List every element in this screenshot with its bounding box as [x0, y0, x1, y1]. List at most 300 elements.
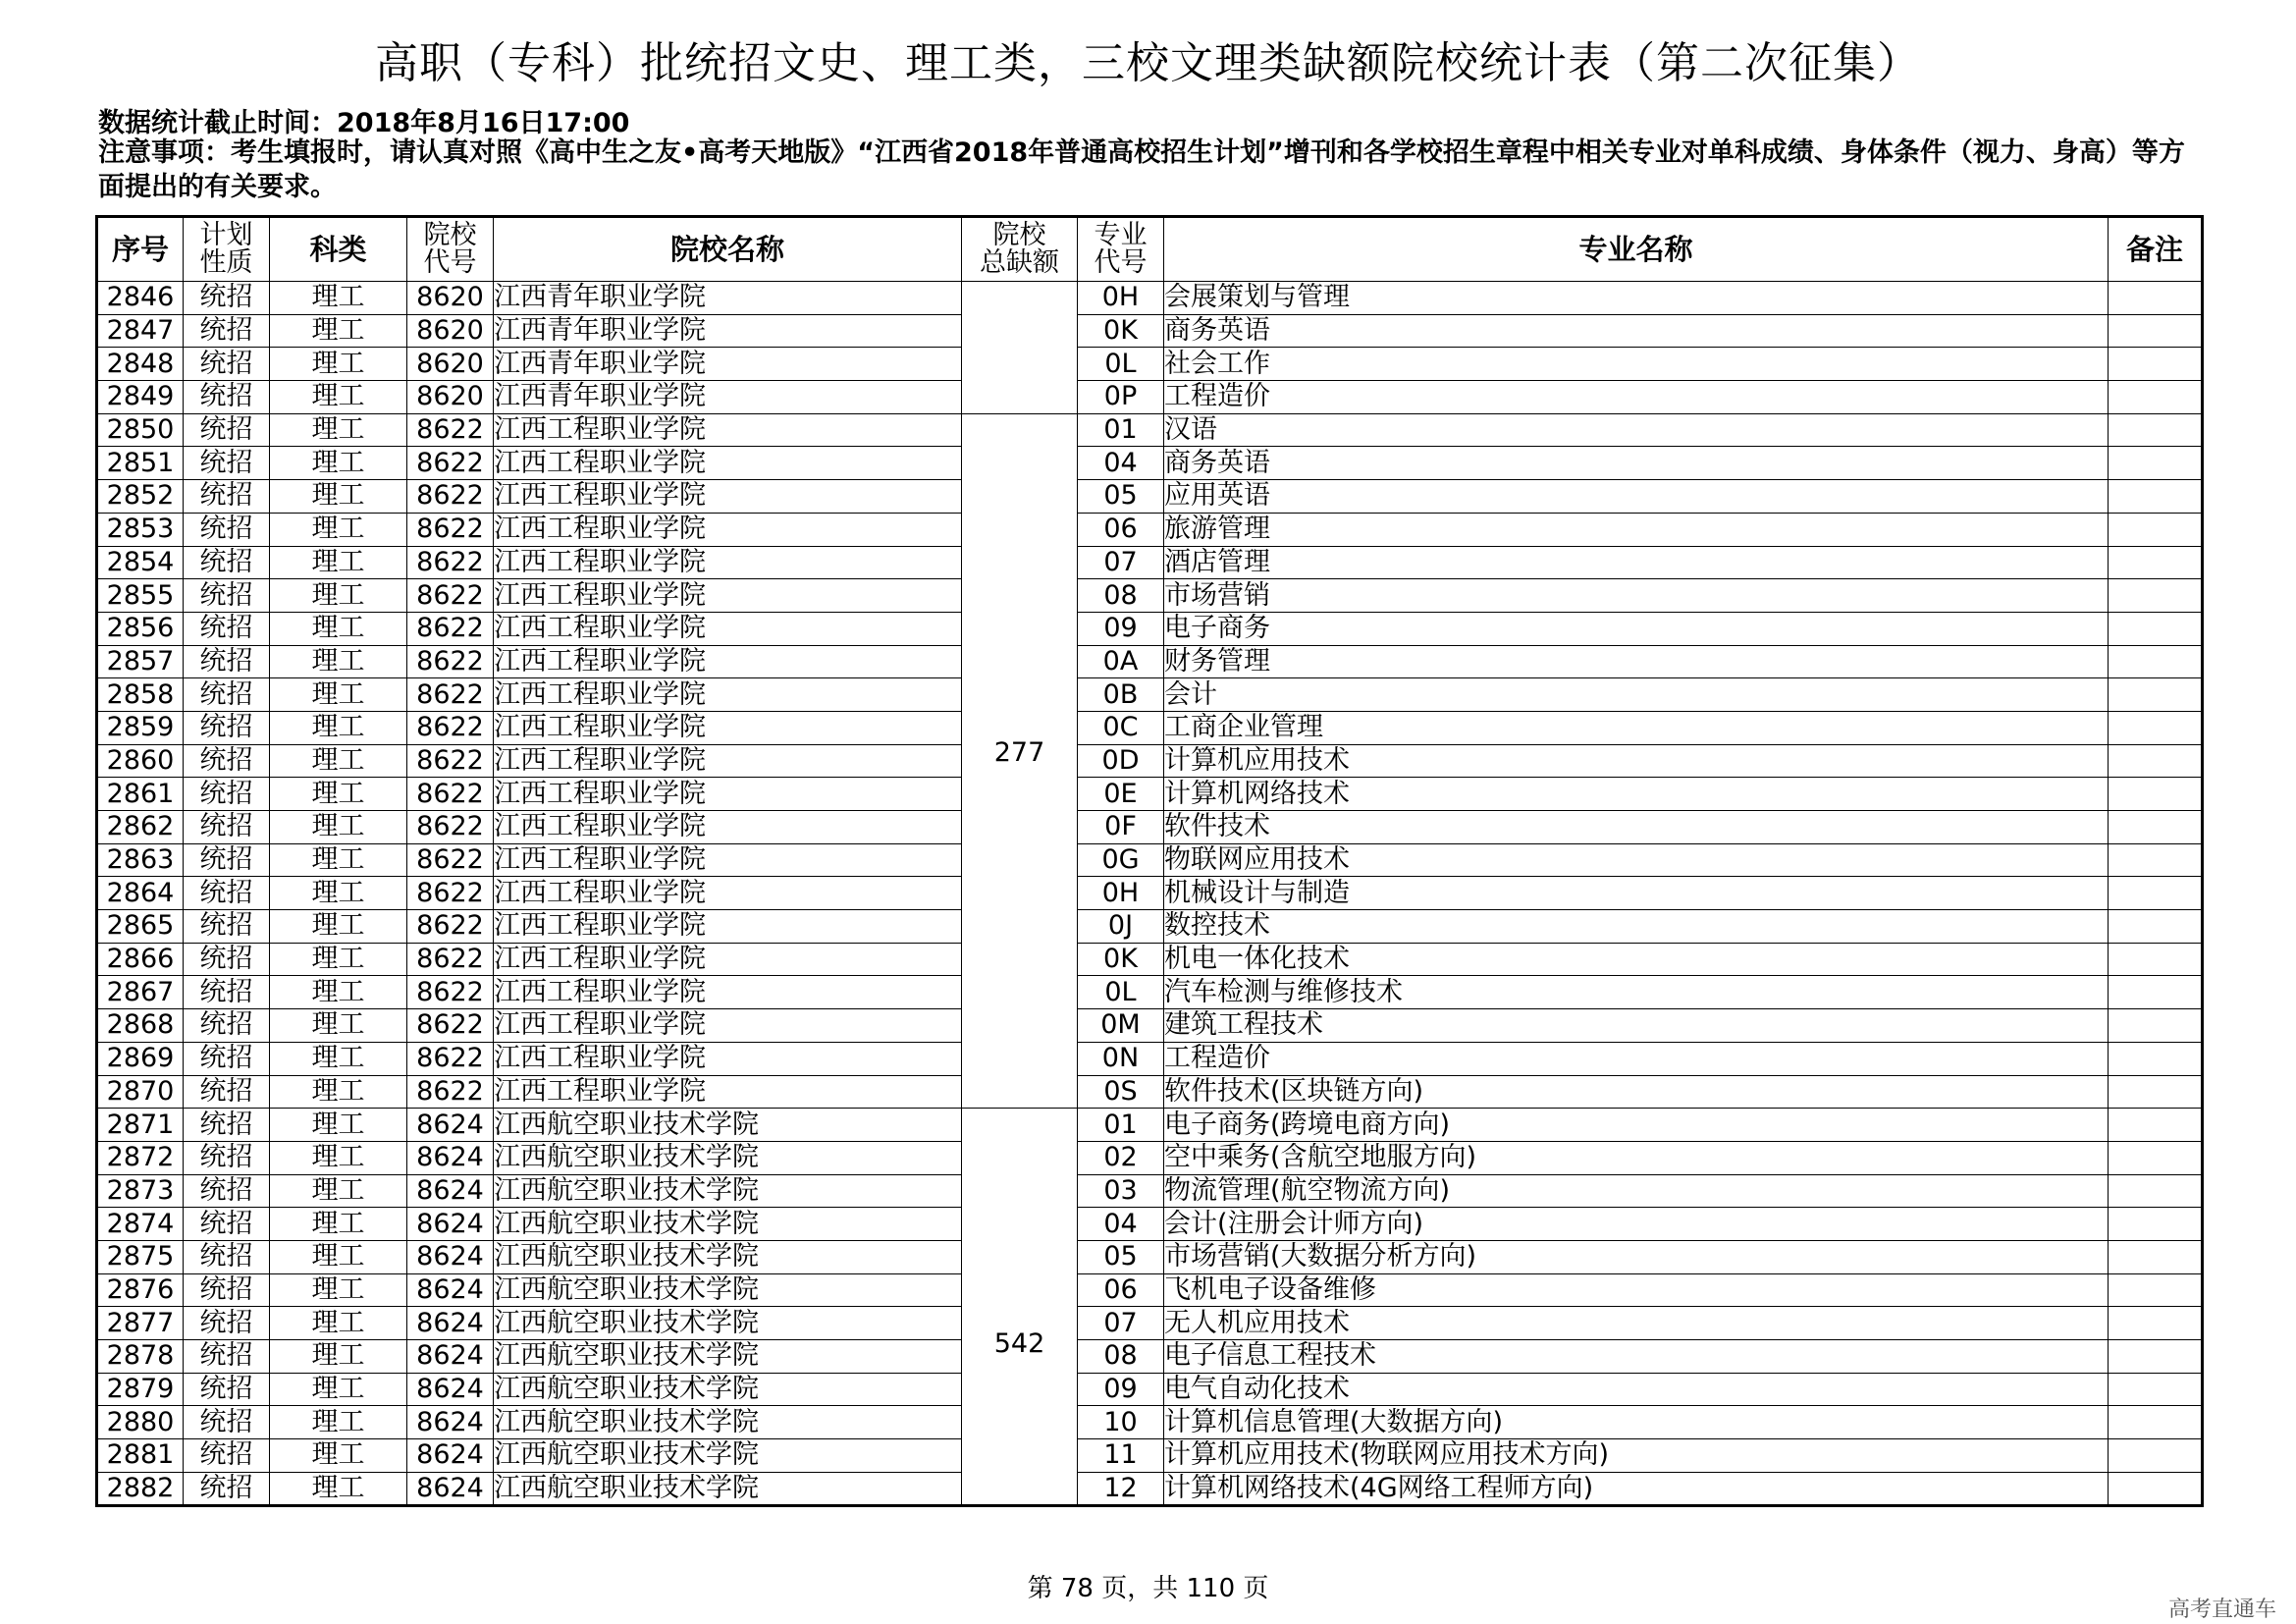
cell-school-name: 江西工程职业学院 — [494, 413, 962, 447]
cell-remark — [2109, 711, 2203, 744]
cell-major-name: 计算机应用技术(物联网应用技术方向) — [1164, 1439, 2109, 1473]
cell-school-name: 江西工程职业学院 — [494, 877, 962, 910]
cell-plan-type: 统招 — [184, 811, 270, 844]
cell-school-code: 8624 — [407, 1340, 494, 1374]
cell-remark — [2109, 579, 2203, 613]
header-school-name: 院校名称 — [494, 217, 962, 282]
cell-remark — [2109, 1009, 2203, 1043]
cell-seq: 2848 — [97, 348, 184, 381]
table-row — [97, 282, 2203, 315]
cell-seq: 2873 — [97, 1174, 184, 1208]
cell-major-name: 计算机网络技术 — [1164, 778, 2109, 811]
cell-major-code: 0H — [1078, 877, 1164, 910]
cell-major-code: 07 — [1078, 546, 1164, 579]
cell-school-code: 8622 — [407, 1075, 494, 1109]
header-seq: 序号 — [97, 217, 184, 282]
cell-seq: 2858 — [97, 678, 184, 712]
cell-plan-type: 统招 — [184, 843, 270, 877]
cell-remark — [2109, 1075, 2203, 1109]
cell-major-code: 05 — [1078, 1240, 1164, 1273]
header-school-code — [407, 217, 494, 282]
cell-major-name: 空中乘务(含航空地服方向) — [1164, 1141, 2109, 1174]
table-row — [97, 877, 2203, 910]
cell-school-code: 8620 — [407, 314, 494, 348]
cell-remark — [2109, 645, 2203, 678]
cell-major-name: 软件技术(区块链方向) — [1164, 1075, 2109, 1109]
cell-major-name: 软件技术 — [1164, 811, 2109, 844]
notice-text: 注意事项：考生填报时，请认真对照《高中生之友•高考天地版》“江西省2018年普通高校招生计划”增刊和各学校招生章程中相关专业对单科成绩、身体条件（视力、身高）等方面提出的有关要求。 — [98, 137, 2185, 202]
cell-seq: 2851 — [97, 447, 184, 480]
cell-school-name: 江西航空职业技术学院 — [494, 1439, 962, 1473]
cell-school-name: 江西工程职业学院 — [494, 480, 962, 514]
cell-category: 理工 — [270, 910, 407, 944]
cell-major-code: 01 — [1078, 1109, 1164, 1142]
cell-category: 理工 — [270, 811, 407, 844]
cell-major-name: 计算机网络技术(4G网络工程师方向) — [1164, 1472, 2109, 1506]
cell-school-name: 江西工程职业学院 — [494, 943, 962, 976]
cell-school-name: 江西工程职业学院 — [494, 678, 962, 712]
cell-category: 理工 — [270, 1406, 407, 1439]
cell-remark — [2109, 843, 2203, 877]
cell-plan-type: 统招 — [184, 1141, 270, 1174]
cell-major-name: 财务管理 — [1164, 645, 2109, 678]
table-body — [97, 282, 2203, 1506]
cell-category: 理工 — [270, 1373, 407, 1406]
cell-school-code: 8624 — [407, 1174, 494, 1208]
table-row — [97, 1174, 2203, 1208]
cell-major-name: 电子商务 — [1164, 612, 2109, 645]
cell-school-code: 8624 — [407, 1141, 494, 1174]
cell-major-code: 06 — [1078, 513, 1164, 546]
table-row — [97, 1439, 2203, 1473]
cell-major-name: 数控技术 — [1164, 910, 2109, 944]
cell-category: 理工 — [270, 447, 407, 480]
cell-category: 理工 — [270, 1141, 407, 1174]
cell-seq: 2875 — [97, 1240, 184, 1273]
cell-remark — [2109, 744, 2203, 778]
cell-remark — [2109, 678, 2203, 712]
header-major-code — [1078, 217, 1164, 282]
table-row — [97, 976, 2203, 1009]
cell-school-name: 江西工程职业学院 — [494, 1009, 962, 1043]
cell-remark — [2109, 1439, 2203, 1473]
table-row — [97, 480, 2203, 514]
cell-plan-type: 统招 — [184, 447, 270, 480]
cell-category: 理工 — [270, 678, 407, 712]
cell-school-code: 8620 — [407, 348, 494, 381]
cell-major-name: 汉语 — [1164, 413, 2109, 447]
cell-major-name: 无人机应用技术 — [1164, 1307, 2109, 1340]
cell-major-code: 0C — [1078, 711, 1164, 744]
cell-seq: 2878 — [97, 1340, 184, 1374]
cell-school-code: 8624 — [407, 1208, 494, 1241]
cell-school-name: 江西青年职业学院 — [494, 314, 962, 348]
cell-seq: 2876 — [97, 1273, 184, 1307]
cell-category: 理工 — [270, 1174, 407, 1208]
cell-plan-type: 统招 — [184, 381, 270, 414]
cell-remark — [2109, 976, 2203, 1009]
table-row — [97, 1042, 2203, 1075]
cell-remark — [2109, 811, 2203, 844]
table-row — [97, 1109, 2203, 1142]
cell-plan-type: 统招 — [184, 678, 270, 712]
cell-category: 理工 — [270, 711, 407, 744]
watermark-text: 高考直通车 — [2167, 1597, 2276, 1622]
cell-seq: 2860 — [97, 744, 184, 778]
table-row — [97, 1141, 2203, 1174]
table-row — [97, 348, 2203, 381]
cell-remark — [2109, 1042, 2203, 1075]
cell-school-name: 江西工程职业学院 — [494, 513, 962, 546]
table-row — [97, 1340, 2203, 1374]
page-footer: 第 78 页，共 110 页 — [1027, 1574, 1269, 1603]
header-plan-type-line2: 性质 — [199, 247, 253, 278]
cell-school-code: 8624 — [407, 1307, 494, 1340]
cell-major-name: 旅游管理 — [1164, 513, 2109, 546]
cell-major-name: 社会工作 — [1164, 348, 2109, 381]
cell-school-name: 江西航空职业技术学院 — [494, 1208, 962, 1241]
header-major-code-line2: 代号 — [1094, 247, 1148, 278]
cell-category: 理工 — [270, 1439, 407, 1473]
table-row — [97, 811, 2203, 844]
cell-seq: 2864 — [97, 877, 184, 910]
header-quota-line2: 总缺额 — [980, 247, 1059, 278]
cell-school-name: 江西工程职业学院 — [494, 843, 962, 877]
cell-school-code: 8624 — [407, 1240, 494, 1273]
cell-remark — [2109, 348, 2203, 381]
cell-major-name: 物流管理(航空物流方向) — [1164, 1174, 2109, 1208]
cell-category: 理工 — [270, 976, 407, 1009]
table-row — [97, 513, 2203, 546]
cell-major-name: 电气自动化技术 — [1164, 1373, 2109, 1406]
cell-seq: 2877 — [97, 1307, 184, 1340]
cell-plan-type: 统招 — [184, 1340, 270, 1374]
cell-category: 理工 — [270, 348, 407, 381]
header-school-code-line2: 代号 — [423, 247, 477, 278]
cell-school-name: 江西航空职业技术学院 — [494, 1340, 962, 1374]
table-row — [97, 314, 2203, 348]
cell-seq: 2854 — [97, 546, 184, 579]
cell-seq: 2881 — [97, 1439, 184, 1473]
cell-category: 理工 — [270, 314, 407, 348]
cell-remark — [2109, 877, 2203, 910]
header-plan-type — [184, 217, 270, 282]
table-row — [97, 678, 2203, 712]
cell-category: 理工 — [270, 1240, 407, 1273]
cell-plan-type: 统招 — [184, 1009, 270, 1043]
cell-school-name: 江西航空职业技术学院 — [494, 1240, 962, 1273]
cell-seq: 2871 — [97, 1109, 184, 1142]
cell-school-name: 江西航空职业技术学院 — [494, 1472, 962, 1506]
cell-school-name: 江西航空职业技术学院 — [494, 1141, 962, 1174]
cell-remark — [2109, 1373, 2203, 1406]
header-quota-line1: 院校 — [992, 220, 1046, 250]
cell-seq: 2846 — [97, 282, 184, 315]
table-row — [97, 1075, 2203, 1109]
school-quota-value: 542 — [993, 1328, 1045, 1360]
cell-school-name: 江西航空职业技术学院 — [494, 1406, 962, 1439]
cell-plan-type: 统招 — [184, 877, 270, 910]
cell-remark — [2109, 910, 2203, 944]
table-row — [97, 843, 2203, 877]
cell-seq: 2863 — [97, 843, 184, 877]
cell-remark — [2109, 1307, 2203, 1340]
cell-plan-type: 统招 — [184, 513, 270, 546]
cell-seq: 2874 — [97, 1208, 184, 1241]
table-row — [97, 1273, 2203, 1307]
cell-major-code: 0L — [1078, 976, 1164, 1009]
cell-school-name: 江西工程职业学院 — [494, 546, 962, 579]
cell-major-code: 05 — [1078, 480, 1164, 514]
cell-major-name: 商务英语 — [1164, 447, 2109, 480]
cell-school-code: 8622 — [407, 1009, 494, 1043]
cell-seq: 2853 — [97, 513, 184, 546]
cell-major-code: 10 — [1078, 1406, 1164, 1439]
cell-category: 理工 — [270, 1109, 407, 1142]
cell-major-code: 02 — [1078, 1141, 1164, 1174]
cell-category: 理工 — [270, 1075, 407, 1109]
cell-plan-type: 统招 — [184, 612, 270, 645]
cell-major-name: 建筑工程技术 — [1164, 1009, 2109, 1043]
cell-remark — [2109, 513, 2203, 546]
cell-plan-type: 统招 — [184, 910, 270, 944]
cell-remark — [2109, 480, 2203, 514]
cell-remark — [2109, 1208, 2203, 1241]
cell-seq: 2867 — [97, 976, 184, 1009]
cell-school-code: 8622 — [407, 447, 494, 480]
cell-major-code: 0G — [1078, 843, 1164, 877]
table-row — [97, 1406, 2203, 1439]
cell-school-name: 江西工程职业学院 — [494, 778, 962, 811]
cell-remark — [2109, 282, 2203, 315]
cell-major-code: 04 — [1078, 447, 1164, 480]
cell-major-name: 物联网应用技术 — [1164, 843, 2109, 877]
cell-school-code: 8622 — [407, 612, 494, 645]
cell-school-name: 江西航空职业技术学院 — [494, 1273, 962, 1307]
vacancy-table — [95, 215, 2204, 1507]
cell-school-code: 8622 — [407, 943, 494, 976]
cell-major-name: 会展策划与管理 — [1164, 282, 2109, 315]
cell-category: 理工 — [270, 381, 407, 414]
cell-school-name: 江西工程职业学院 — [494, 579, 962, 613]
table-row — [97, 1373, 2203, 1406]
table-row — [97, 744, 2203, 778]
table-row — [97, 579, 2203, 613]
table-row — [97, 1208, 2203, 1241]
cell-remark — [2109, 1472, 2203, 1506]
cell-category: 理工 — [270, 1273, 407, 1307]
cell-category: 理工 — [270, 413, 407, 447]
school-quota-value: 277 — [993, 736, 1045, 768]
page-title: 高职（专科）批统招文史、理工类，三校文理类缺额院校统计表（第二次征集） — [375, 38, 1921, 88]
cell-plan-type: 统招 — [184, 413, 270, 447]
cell-category: 理工 — [270, 1340, 407, 1374]
cell-seq: 2882 — [97, 1472, 184, 1506]
cell-major-code: 0M — [1078, 1009, 1164, 1043]
cell-major-code: 11 — [1078, 1439, 1164, 1473]
cell-school-name: 江西工程职业学院 — [494, 645, 962, 678]
cell-plan-type: 统招 — [184, 1109, 270, 1142]
cell-plan-type: 统招 — [184, 744, 270, 778]
cell-seq: 2868 — [97, 1009, 184, 1043]
cell-category: 理工 — [270, 778, 407, 811]
cell-plan-type: 统招 — [184, 282, 270, 315]
cell-plan-type: 统招 — [184, 1273, 270, 1307]
cell-plan-type: 统招 — [184, 1075, 270, 1109]
cell-school-code: 8622 — [407, 480, 494, 514]
table-row — [97, 778, 2203, 811]
cell-school-name: 江西工程职业学院 — [494, 744, 962, 778]
cell-school-code: 8622 — [407, 579, 494, 613]
cell-major-code: 04 — [1078, 1208, 1164, 1241]
cell-major-code: 0J — [1078, 910, 1164, 944]
cell-plan-type: 统招 — [184, 1042, 270, 1075]
header-major-name: 专业名称 — [1164, 217, 2109, 282]
cell-major-code: 01 — [1078, 413, 1164, 447]
cell-category: 理工 — [270, 480, 407, 514]
cell-school-code: 8624 — [407, 1439, 494, 1473]
cell-plan-type: 统招 — [184, 1174, 270, 1208]
cell-major-code: 0L — [1078, 348, 1164, 381]
cell-seq: 2852 — [97, 480, 184, 514]
cell-category: 理工 — [270, 877, 407, 910]
cell-plan-type: 统招 — [184, 1439, 270, 1473]
cell-remark — [2109, 314, 2203, 348]
header-category: 科类 — [270, 217, 407, 282]
table-row — [97, 711, 2203, 744]
cell-school-code: 8624 — [407, 1472, 494, 1506]
cell-category: 理工 — [270, 1472, 407, 1506]
cell-school-name: 江西工程职业学院 — [494, 612, 962, 645]
cell-seq: 2856 — [97, 612, 184, 645]
cell-major-code: 0F — [1078, 811, 1164, 844]
cell-major-name: 市场营销(大数据分析方向) — [1164, 1240, 2109, 1273]
header-major-code-line1: 专业 — [1094, 220, 1148, 250]
cell-major-name: 汽车检测与维修技术 — [1164, 976, 2109, 1009]
cell-remark — [2109, 1273, 2203, 1307]
cell-school-name: 江西青年职业学院 — [494, 381, 962, 414]
cell-major-code: 0E — [1078, 778, 1164, 811]
cell-school-code: 8622 — [407, 1042, 494, 1075]
table-row — [97, 645, 2203, 678]
cell-plan-type: 统招 — [184, 348, 270, 381]
cell-school-name: 江西航空职业技术学院 — [494, 1174, 962, 1208]
cell-plan-type: 统招 — [184, 1208, 270, 1241]
cell-plan-type: 统招 — [184, 778, 270, 811]
cell-seq: 2847 — [97, 314, 184, 348]
cell-major-name: 市场营销 — [1164, 579, 2109, 613]
cell-seq: 2866 — [97, 943, 184, 976]
table-row — [97, 910, 2203, 944]
cell-school-code: 8620 — [407, 282, 494, 315]
cell-seq: 2859 — [97, 711, 184, 744]
cell-major-code: 0K — [1078, 943, 1164, 976]
cell-major-name: 飞机电子设备维修 — [1164, 1273, 2109, 1307]
deadline-text: 数据统计截止时间：2018年8月16日17:00 — [98, 108, 630, 138]
cell-school-name: 江西工程职业学院 — [494, 910, 962, 944]
cell-school-code: 8624 — [407, 1273, 494, 1307]
cell-major-code: 0K — [1078, 314, 1164, 348]
cell-school-code: 8624 — [407, 1406, 494, 1439]
cell-remark — [2109, 381, 2203, 414]
cell-major-code: 0A — [1078, 645, 1164, 678]
cell-remark — [2109, 1340, 2203, 1374]
cell-remark — [2109, 413, 2203, 447]
cell-plan-type: 统招 — [184, 711, 270, 744]
cell-major-code: 08 — [1078, 1340, 1164, 1374]
cell-school-code: 8622 — [407, 645, 494, 678]
table-row — [97, 546, 2203, 579]
cell-major-name: 应用英语 — [1164, 480, 2109, 514]
cell-school-name: 江西青年职业学院 — [494, 282, 962, 315]
cell-school-code: 8622 — [407, 843, 494, 877]
cell-remark — [2109, 943, 2203, 976]
cell-school-code: 8622 — [407, 413, 494, 447]
cell-major-name: 计算机信息管理(大数据方向) — [1164, 1406, 2109, 1439]
cell-seq: 2855 — [97, 579, 184, 613]
cell-remark — [2109, 1141, 2203, 1174]
cell-major-name: 工商企业管理 — [1164, 711, 2109, 744]
cell-school-name: 江西工程职业学院 — [494, 811, 962, 844]
cell-remark — [2109, 447, 2203, 480]
cell-major-name: 电子信息工程技术 — [1164, 1340, 2109, 1374]
cell-plan-type: 统招 — [184, 976, 270, 1009]
table-header-row — [97, 217, 2203, 282]
cell-school-name: 江西航空职业技术学院 — [494, 1373, 962, 1406]
cell-major-name: 电子商务(跨境电商方向) — [1164, 1109, 2109, 1142]
cell-major-name: 会计 — [1164, 678, 2109, 712]
table-row — [97, 1307, 2203, 1340]
cell-category: 理工 — [270, 612, 407, 645]
cell-seq: 2880 — [97, 1406, 184, 1439]
cell-category: 理工 — [270, 1009, 407, 1043]
cell-remark — [2109, 1406, 2203, 1439]
cell-major-code: 0N — [1078, 1042, 1164, 1075]
table-row — [97, 943, 2203, 976]
cell-school-code: 8622 — [407, 546, 494, 579]
cell-school-quota — [962, 282, 1078, 414]
cell-seq: 2862 — [97, 811, 184, 844]
cell-category: 理工 — [270, 1208, 407, 1241]
header-plan-type-line1: 计划 — [199, 220, 253, 250]
cell-remark — [2109, 1240, 2203, 1273]
cell-plan-type: 统招 — [184, 579, 270, 613]
cell-school-code: 8622 — [407, 778, 494, 811]
cell-school-code: 8624 — [407, 1373, 494, 1406]
cell-school-code: 8622 — [407, 811, 494, 844]
cell-major-name: 计算机应用技术 — [1164, 744, 2109, 778]
cell-school-name: 江西工程职业学院 — [494, 1075, 962, 1109]
cell-school-code: 8622 — [407, 976, 494, 1009]
cell-category: 理工 — [270, 546, 407, 579]
cell-major-name: 机械设计与制造 — [1164, 877, 2109, 910]
cell-category: 理工 — [270, 645, 407, 678]
table-row — [97, 447, 2203, 480]
cell-school-name: 江西航空职业技术学院 — [494, 1307, 962, 1340]
table-row — [97, 612, 2203, 645]
table-row — [97, 1472, 2203, 1506]
cell-major-code: 09 — [1078, 1373, 1164, 1406]
cell-plan-type: 统招 — [184, 1472, 270, 1506]
cell-major-code: 12 — [1078, 1472, 1164, 1506]
cell-school-name: 江西工程职业学院 — [494, 447, 962, 480]
table-row — [97, 1009, 2203, 1043]
cell-major-name: 工程造价 — [1164, 1042, 2109, 1075]
cell-plan-type: 统招 — [184, 1373, 270, 1406]
cell-category: 理工 — [270, 943, 407, 976]
cell-remark — [2109, 1109, 2203, 1142]
cell-major-name: 酒店管理 — [1164, 546, 2109, 579]
